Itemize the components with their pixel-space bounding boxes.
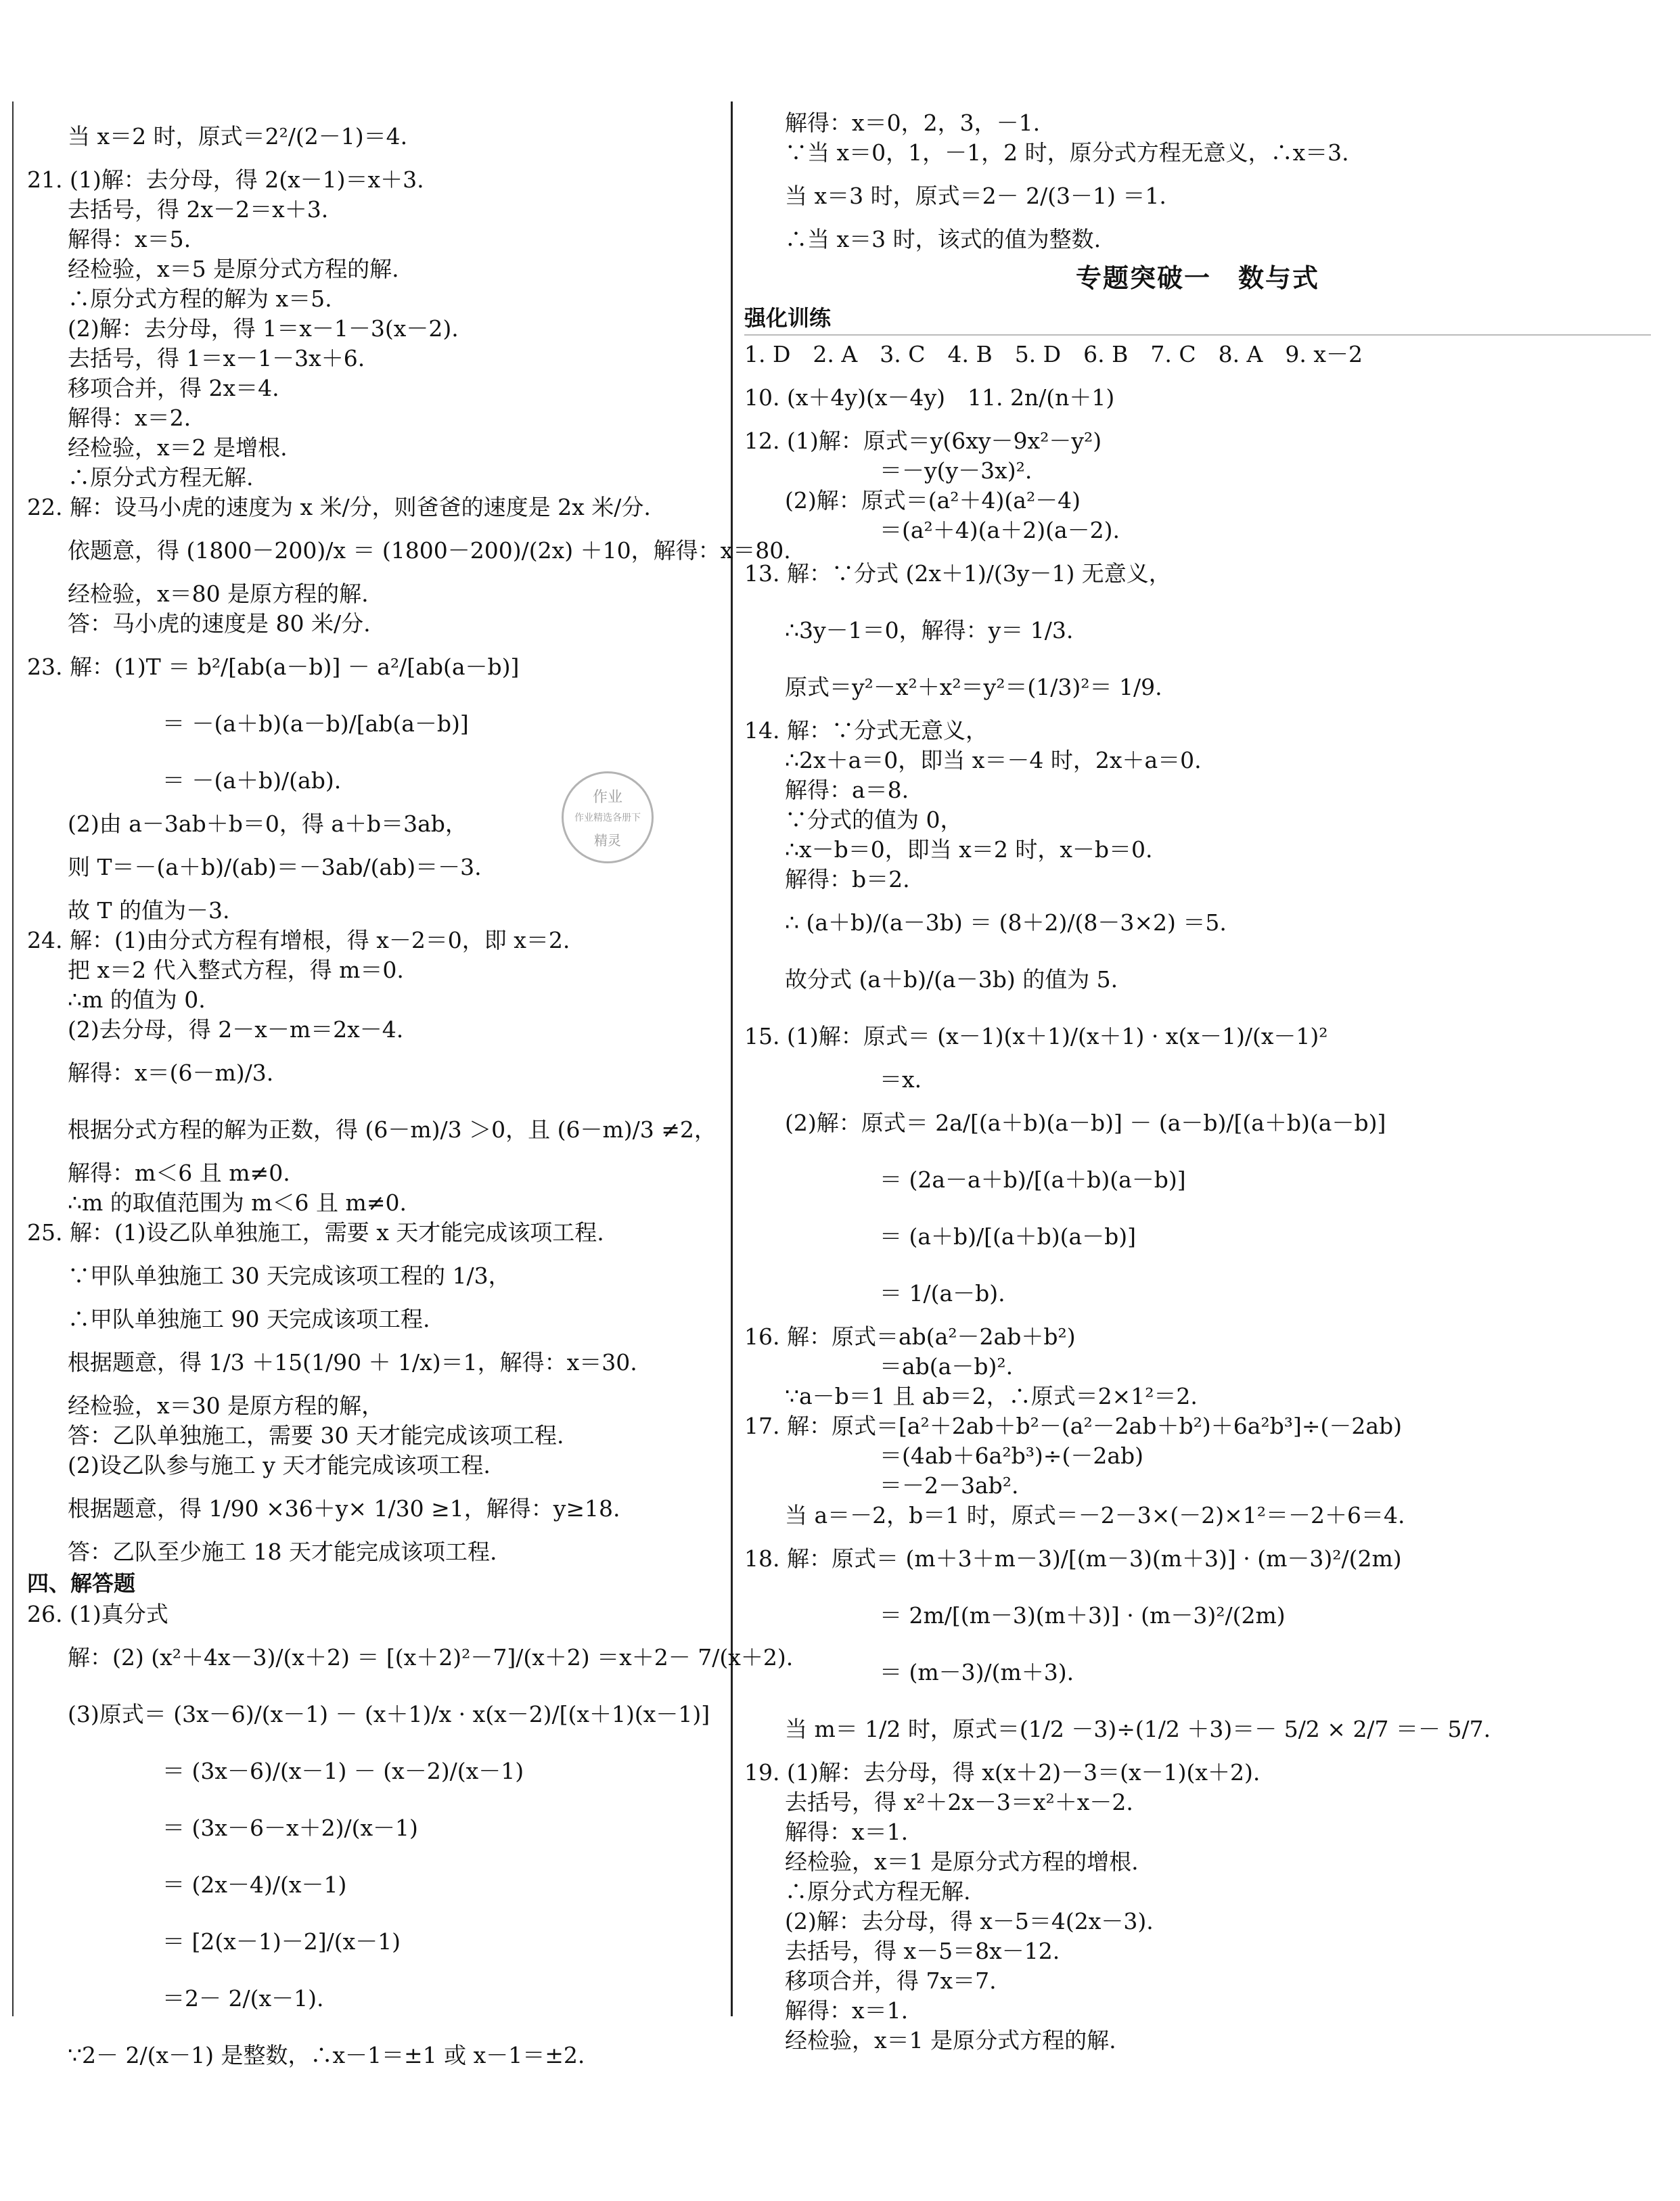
text-line: 根据题意，得 1/3 ＋15(1/90 ＋ 1/x)＝1，解得：x＝30. [68,1349,637,1376]
text-line: 根据分式方程的解为正数，得 (6－m)/3 ＞0，且 (6－m)/3 ≠2， [68,1116,717,1143]
text-line: 故 T 的值为－3. [68,897,230,924]
section-title: 专题突破一 数与式 [1075,263,1319,293]
text-line: ∴3y－1＝0，解得：y＝ 1/3. [785,617,1074,643]
text-line: (3)原式＝ (3x－6)/(x－1) － (x＋1)/x · x(x－2)/[(x＋1)(x－1)] [68,1701,710,1727]
text-line: 移项合并，得 2x＝4. [68,375,279,401]
text-line: ∵a－b＝1 且 ab＝2，∴原式＝2×1²＝2. [785,1383,1198,1409]
text-line: 解得：x＝0，2，3，－1. [785,110,1041,136]
text-line: 12. (1)解：原式＝y(6xy－9x²－y²) [744,428,1102,454]
text-line: ＝ 2m/[(m－3)(m＋3)] · (m－3)²/(2m) [880,1602,1286,1629]
text-line: 17. 解：原式＝[a²＋2ab＋b²－(a²－2ab＋b²)＋6a²b³]÷(－2ab) [744,1413,1403,1439]
text-line: ＝－y(y－3x)². [880,457,1032,484]
text-line: ∴x－b＝0，即当 x＝2 时，x－b＝0. [785,836,1153,863]
text-line: 15. (1)解：原式＝ (x－1)(x＋1)/(x＋1) · x(x－1)/(x－1)² [744,1023,1328,1049]
text-line: ∵2－ 2/(x－1) 是整数，∴x－1＝±1 或 x－1＝±2. [68,2042,585,2068]
right-column [744,108,1651,2056]
text-line: 24. 解：(1)由分式方程有增根，得 x－2＝0，即 x＝2. [27,927,570,953]
text-line: 经检验，x＝1 是原分式方程的增根. [785,1848,1139,1875]
text-line: 经检验，x＝80 是原方程的解. [68,581,369,607]
text-line: 依题意，得 (1800－200)/x ＝ (1800－200)/(2x) ＋10，解得：x＝80. [68,537,791,564]
text-line: ∴m 的取值范围为 m＜6 且 m≠0. [68,1189,407,1216]
text-line: ＝ab(a－b)². [880,1353,1014,1380]
text-line: 当 x＝3 时，原式＝2－ 2/(3－1) ＝1. [785,183,1166,209]
text-line: 经检验，x＝1 是原分式方程的解. [785,2027,1116,2053]
text-line: ∴2x＋a＝0，即当 x＝－4 时，2x＋a＝0. [785,747,1202,773]
text-line: ∴m 的值为 0. [68,986,206,1013]
text-line: ＝ [2(x－1)－2]/(x－1) [162,1928,401,1955]
text-line: ＝ (2x－4)/(x－1) [162,1871,347,1898]
text-line: ∴原分式方程无解. [785,1878,971,1905]
text-line: ＝(a²＋4)(a＋2)(a－2). [880,517,1120,543]
text-line: 原式＝y²－x²＋x²＝y²＝(1/3)²＝ 1/9. [785,674,1162,700]
text-line: 23. 解：(1)T ＝ b²/[ab(a－b)] － a²/[ab(a－b)] [27,654,520,680]
text-line: 18. 解：原式＝ (m＋3＋m－3)/[(m－3)(m＋3)] · (m－3)²/(2m) [744,1545,1402,1572]
text-line: ∴原分式方程的解为 x＝5. [68,286,332,312]
text-line: (2)去分母，得 2－x－m＝2x－4. [68,1016,404,1043]
text-line: 去括号，得 1＝x－1－3x＋6. [68,345,365,371]
text-line: ＝ (2a－a＋b)/[(a＋b)(a－b)] [880,1166,1186,1193]
section-heading: 四、解答题 [27,1570,136,1596]
text-line: 26. (1)真分式 [27,1601,168,1627]
text-line: ∴当 x＝3 时，该式的值为整数. [785,226,1102,252]
text-line: 去括号，得 x－5＝8x－12. [785,1938,1060,1964]
text-line: ＝－2－3ab². [880,1472,1019,1499]
text-line: 则 T＝－(a＋b)/(ab)＝－3ab/(ab)＝－3. [68,854,482,880]
text-line: ∵分式的值为 0， [785,807,963,833]
text-line: ＝2－ 2/(x－1). [162,1985,324,2012]
text-line: ∴ (a＋b)/(a－3b) ＝ (8＋2)/(8－3×2) ＝5. [785,909,1227,936]
text-line: (2)由 a－3ab＋b＝0，得 a＋b＝3ab， [68,811,468,837]
text-line: ∴原分式方程无解. [68,464,254,491]
text-line: 解得：x＝5. [68,226,191,252]
text-line: 当 x＝2 时，原式＝2²/(2－1)＝4. [68,123,408,150]
text-line: 答：乙队至少施工 18 天才能完成该项工程. [68,1539,497,1565]
text-line: 13. 解：∵分式 (2x＋1)/(3y－1) 无意义， [744,560,1171,587]
text-line: ＝(4ab＋6a²b³)÷(－2ab) [880,1443,1143,1469]
text-line: (2)解：去分母，得 x－5＝4(2x－3). [785,1908,1154,1934]
text-line: ＝ (m－3)/(m＋3). [880,1659,1074,1685]
text-line: ＝ (3x－6)/(x－1) － (x－2)/(x－1) [162,1758,524,1784]
text-line: 解得：x＝1. [785,1997,909,2024]
text-line: ＝x. [880,1066,922,1093]
stamp-line: 精灵 [594,832,621,848]
text-line: ＝ －(a＋b)/(ab). [162,767,342,794]
text-line: 经检验，x＝2 是增根. [68,434,288,461]
text-line: 10. (x＋4y)(x－4y) 11. 2n/(n＋1) [744,384,1115,411]
text-line: 解得：x＝(6－m)/3. [68,1060,274,1086]
text-line: 21. (1)解：去分母，得 2(x－1)＝x＋3. [27,166,424,193]
text-line: (2)设乙队参与施工 y 天才能完成该项工程. [68,1452,491,1478]
subsection-heading: 强化训练 [744,302,1651,336]
text-line: ＝ (a＋b)/[(a＋b)(a－b)] [880,1223,1137,1250]
binding-line [12,101,14,2016]
text-line: 移项合并，得 7x＝7. [785,1968,997,1994]
text-line: 1. D 2. A 3. C 4. B 5. D 6. B 7. C 8. A 9. x－2 [744,341,1363,367]
text-line: 25. 解：(1)设乙队单独施工，需要 x 天才能完成该项工程. [27,1219,604,1246]
text-line: 去括号，得 x²＋2x－3＝x²＋x－2. [785,1789,1133,1815]
text-line: ＝ －(a＋b)(a－b)/[ab(a－b)] [162,710,469,737]
text-line: 解：(2) (x²＋4x－3)/(x＋2) ＝ [(x＋2)²－7]/(x＋2) ＝x＋2－ 7/(x＋2). [68,1644,794,1671]
text-line: 19. (1)解：去分母，得 x(x＋2)－3＝(x－1)(x＋2). [744,1759,1261,1786]
text-line: 14. 解：∵分式无意义， [744,717,988,744]
text-line: 经检验，x＝30 是原方程的解， [68,1392,384,1419]
text-line: ∵甲队单独施工 30 天完成该项工程的 1/3， [68,1263,511,1289]
text-line: (2)解：去分母，得 1＝x－1－3(x－2). [68,315,459,342]
text-line: ∴甲队单独施工 90 天完成该项工程. [68,1306,430,1332]
text-line: 故分式 (a＋b)/(a－3b) 的值为 5. [785,966,1118,993]
text-line: 22. 解：设马小虎的速度为 x 米/分，则爸爸的速度是 2x 米/分. [27,494,651,520]
stamp-line: 作业精选各册下 [574,813,641,823]
watermark-stamp [562,771,654,863]
text-line: 解得：b＝2. [785,866,910,892]
text-line: ＝ 1/(a－b). [880,1280,1005,1307]
text-line: (2)解：原式＝(a²＋4)(a²－4) [785,487,1081,514]
text-line: 解得：x＝1. [785,1819,909,1845]
text-line: 把 x＝2 代入整式方程，得 m＝0. [68,957,404,983]
text-line: 答：乙队单独施工，需要 30 天才能完成该项工程. [68,1422,564,1449]
text-line: (2)解：原式＝ 2a/[(a＋b)(a－b)] － (a－b)/[(a＋b)(a－b)] [785,1110,1386,1136]
text-line: 解得：x＝2. [68,405,191,431]
column-divider [731,101,733,2016]
text-line: 根据题意，得 1/90 ×36＋y× 1/30 ≥1，解得：y≥18. [68,1495,620,1522]
text-line: 当 m＝ 1/2 时，原式＝(1/2 －3)÷(1/2 ＋3)＝－ 5/2 × 2/7 ＝－ 5/7. [785,1716,1491,1742]
text-line: 经检验，x＝5 是原分式方程的解. [68,256,399,282]
text-line: 解得：a＝8. [785,777,909,803]
text-line: 答：马小虎的速度是 80 米/分. [68,610,371,637]
stamp-line: 作业 [592,789,622,806]
text-line: ＝ (3x－6－x＋2)/(x－1) [162,1815,418,1841]
text-line: ∵当 x＝0，1，－1，2 时，原分式方程无意义，∴x＝3. [785,139,1349,166]
text-line: 解得：m＜6 且 m≠0. [68,1160,290,1186]
text-line: 16. 解：原式＝ab(a²－2ab＋b²) [744,1323,1076,1350]
text-line: 去括号，得 2x－2＝x＋3. [68,196,329,223]
text-line: 当 a＝－2，b＝1 时，原式＝－2－3×(－2)×1²＝－2＋6＝4. [785,1502,1405,1528]
